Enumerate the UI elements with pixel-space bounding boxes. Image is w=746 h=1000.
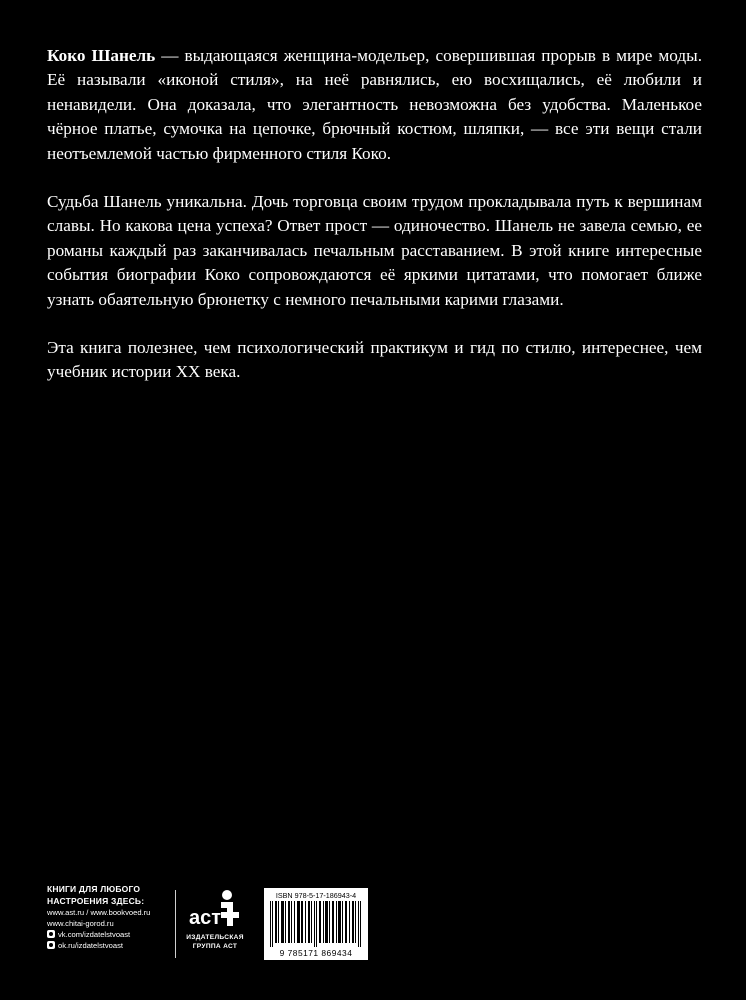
annotation-text — [47, 44, 702, 409]
paragraph-3: Эта книга полезнее, чем психологический практикум и гид по стилю, интереснее, чем учебник истории XX века. — [47, 338, 702, 382]
paragraph-2: Судьба Шанель уникальна. Дочь торговца своим трудом прокладывала путь к вершинам славы. Но какова цена успеха? Ответ прост — одиночество. Шанель не завела семью, ее романы каждый раз заканчивалась печальным расставанием. В этой книге интересные события биографии Коко сопровождаются её яркими цитатами, что помогает ближе узнать обаятельную брюнетку с немного печальными карими глазами. — [47, 192, 702, 309]
paragraph-1-text: — выдающаяся женщина-модельер, совершившая прорыв в мире моды. Её называли «иконой стиля», на неё равнялись, ею восхищались, её любили и ненавидели. Она доказала, что элегантность невозможна без удобства. Маленькое чёрное платье, сумочка на цепочке, брючный костюм, шляпки, — все эти вещи стали неотъемлемой частью фирменного стиля Коко. — [47, 46, 702, 163]
footer-links — [47, 884, 172, 951]
barcode-digits: 9 785171 869434 — [279, 948, 353, 958]
ast-logo-icon — [187, 888, 243, 930]
footer-link-chitai[interactable]: www.chitai-gorod.ru — [47, 919, 114, 928]
barcode-icon — [270, 901, 362, 947]
vk-icon — [47, 930, 55, 938]
isbn-barcode — [264, 888, 368, 960]
footer-heading-2: НАСТРОЕНИЯ ЗДЕСЬ: — [47, 895, 145, 906]
publisher-name-2: ГРУППА АСТ — [192, 942, 238, 950]
logo-text: аст — [189, 907, 222, 929]
footer-link-vk[interactable]: vk.com/izdatelstvoast — [47, 929, 172, 940]
ok-icon — [47, 941, 55, 949]
footer-heading-1: КНИГИ ДЛЯ ЛЮБОГО — [47, 884, 141, 894]
paragraph-1 — [47, 44, 702, 166]
isbn-number: ISBN 978-5-17-186943-4 — [275, 891, 357, 900]
footer-divider — [175, 890, 176, 958]
footer-link-ok[interactable]: ok.ru/izdatelstvoast — [47, 940, 172, 951]
publisher-name-1: ИЗДАТЕЛЬСКАЯ — [186, 934, 244, 941]
footer-link-ast[interactable]: www.ast.ru / www.bookvoed.ru — [47, 908, 151, 917]
author-name: Коко Шанель — [47, 46, 156, 65]
publisher-logo — [184, 888, 246, 951]
